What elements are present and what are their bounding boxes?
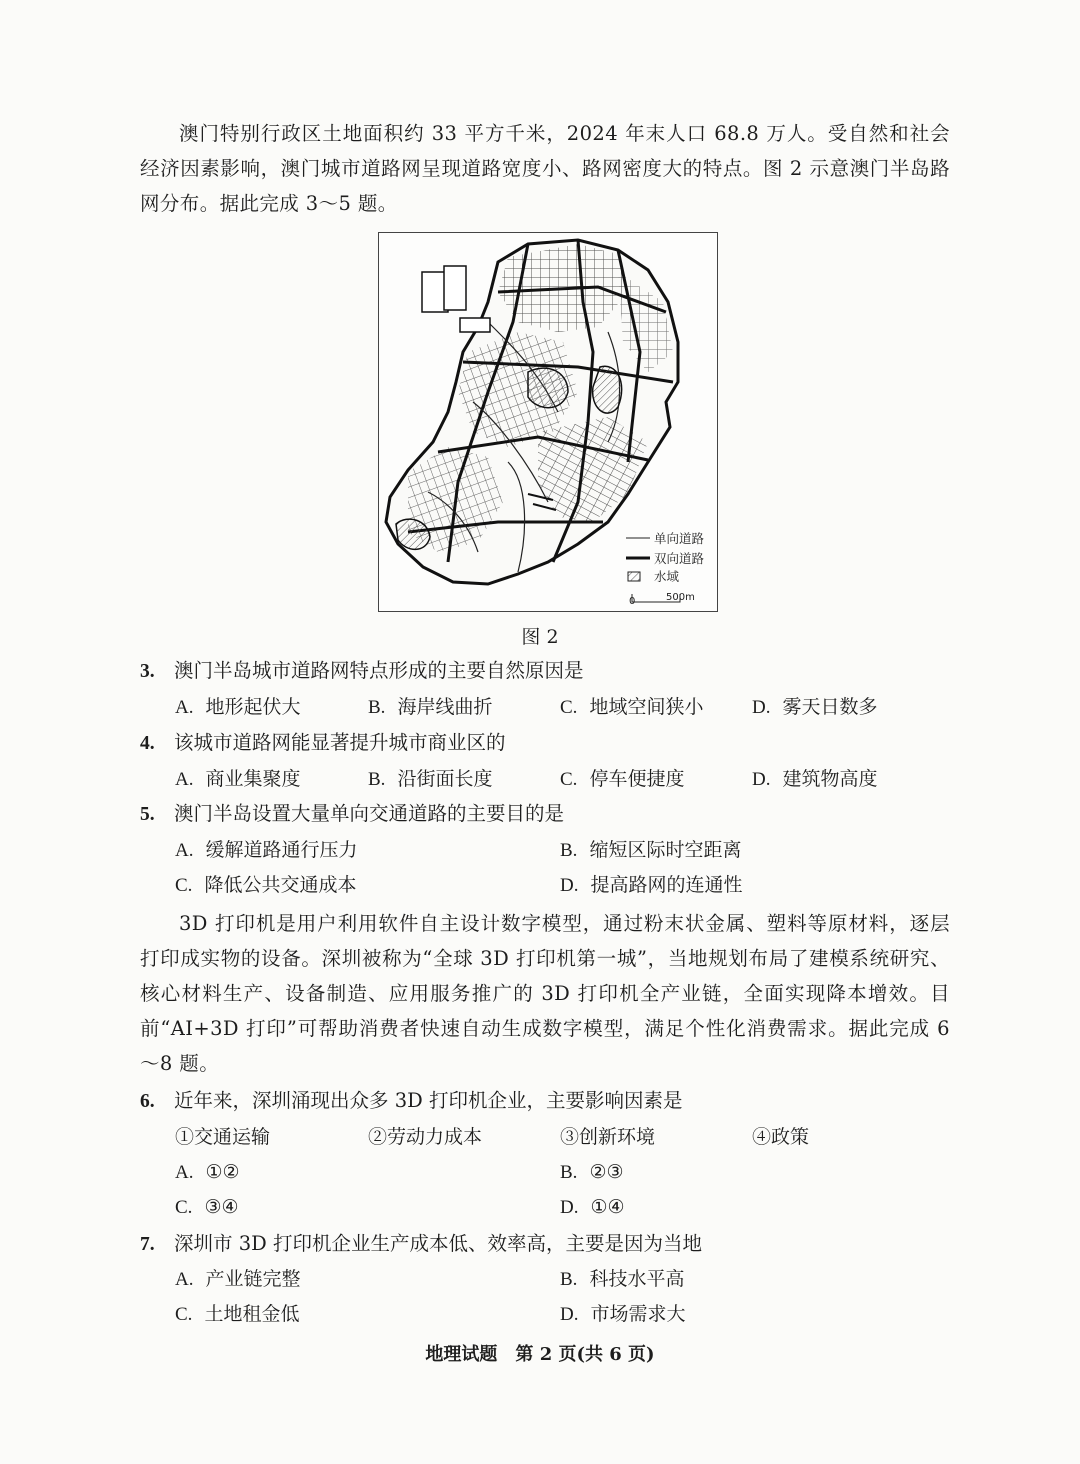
question-number: 3. <box>140 661 155 682</box>
q4-option-c[interactable]: C. 停车便捷度 <box>560 768 685 790</box>
legend-one-way: 单向道路 <box>654 531 705 546</box>
q3-option-a[interactable]: A. 地形起伏大 <box>175 696 301 718</box>
question-6 <box>140 1086 682 1117</box>
q7-option-b[interactable]: B. 科技水平高 <box>560 1268 685 1290</box>
q5-option-d[interactable]: D. 提高路网的连通性 <box>560 874 743 896</box>
q3-option-d[interactable]: D. 雾天日数多 <box>752 696 878 718</box>
q6-factor-1: ①交通运输 <box>175 1126 271 1148</box>
passage-3d-printing: 3D 打印机是用户利用软件自主设计数字模型，通过粉末状金属、塑料等原材料，逐层打印成实物的设备。深圳被称为“全球 3D 打印机第一城”，当地规划布局了建模系统研究、核心材料生产、设备制造、应用服务推广的 3D 打印机全产业链，全面实现降本增效。目前“AI+3D 打印”可帮助消费者快速自动生成数字模型，满足个性化消费需求。据此完成 6～8 题。 <box>140 912 950 1075</box>
question-number: 7. <box>140 1234 155 1255</box>
q3-option-b[interactable]: B. 海岸线曲折 <box>368 696 493 718</box>
question-stem: 澳门半岛设置大量单向交通道路的主要目的是 <box>174 802 565 825</box>
question-7 <box>140 1229 702 1260</box>
q7-option-a[interactable]: A. 产业链完整 <box>175 1268 301 1290</box>
question-4 <box>140 728 506 759</box>
road-network-map <box>378 232 718 612</box>
q3-option-c[interactable]: C. 地域空间狭小 <box>560 696 704 718</box>
question-stem: 该城市道路网能显著提升城市商业区的 <box>174 731 506 754</box>
question-number: 4. <box>140 733 155 754</box>
page-footer: 地理试题 第 2 页(共 6 页) <box>425 1344 655 1365</box>
q4-option-a[interactable]: A. 商业集聚度 <box>175 768 301 790</box>
passage-macau: 澳门特别行政区土地面积约 33 平方千米，2024 年末人口 68.8 万人。受自然和社会经济因素影响，澳门城市道路网呈现道路宽度小、路网密度大的特点。图 2 示意澳门半岛路网分布。据此完成 3～5 题。 <box>140 122 950 215</box>
question-stem: 近年来，深圳涌现出众多 3D 打印机企业，主要影响因素是 <box>174 1089 683 1112</box>
q6-option-a[interactable]: A. ①② <box>175 1161 240 1183</box>
q6-factor-3: ③创新环境 <box>560 1126 656 1148</box>
question-3 <box>140 656 584 687</box>
figure-caption: 图 2 <box>521 626 559 648</box>
q5-option-c[interactable]: C. 降低公共交通成本 <box>175 874 357 896</box>
q6-factor-4: ④政策 <box>752 1126 810 1148</box>
question-stem: 深圳市 3D 打印机企业生产成本低、效率高，主要是因为当地 <box>174 1232 702 1255</box>
scale-length: 500m <box>666 592 695 603</box>
q6-factor-2: ②劳动力成本 <box>368 1126 483 1148</box>
legend-two-way: 双向道路 <box>654 551 705 566</box>
question-stem: 澳门半岛城市道路网特点形成的主要自然原因是 <box>174 659 584 682</box>
q6-option-d[interactable]: D. ①④ <box>560 1196 625 1218</box>
q6-option-c[interactable]: C. ③④ <box>175 1196 239 1218</box>
question-number: 6. <box>140 1091 155 1112</box>
scale-zero: 0 <box>629 596 636 607</box>
q5-option-b[interactable]: B. 缩短区际时空距离 <box>560 839 742 861</box>
macau-road-map-figure <box>378 232 718 612</box>
q7-option-d[interactable]: D. 市场需求大 <box>560 1303 686 1325</box>
legend-water: 水域 <box>654 569 680 584</box>
question-5 <box>140 799 564 830</box>
q4-option-b[interactable]: B. 沿街面长度 <box>368 768 493 790</box>
question-number: 5. <box>140 804 155 825</box>
q5-option-a[interactable]: A. 缓解道路通行压力 <box>175 839 358 861</box>
q7-option-c[interactable]: C. 土地租金低 <box>175 1303 300 1325</box>
q4-option-d[interactable]: D. 建筑物高度 <box>752 768 878 790</box>
q6-option-b[interactable]: B. ②③ <box>560 1161 624 1183</box>
